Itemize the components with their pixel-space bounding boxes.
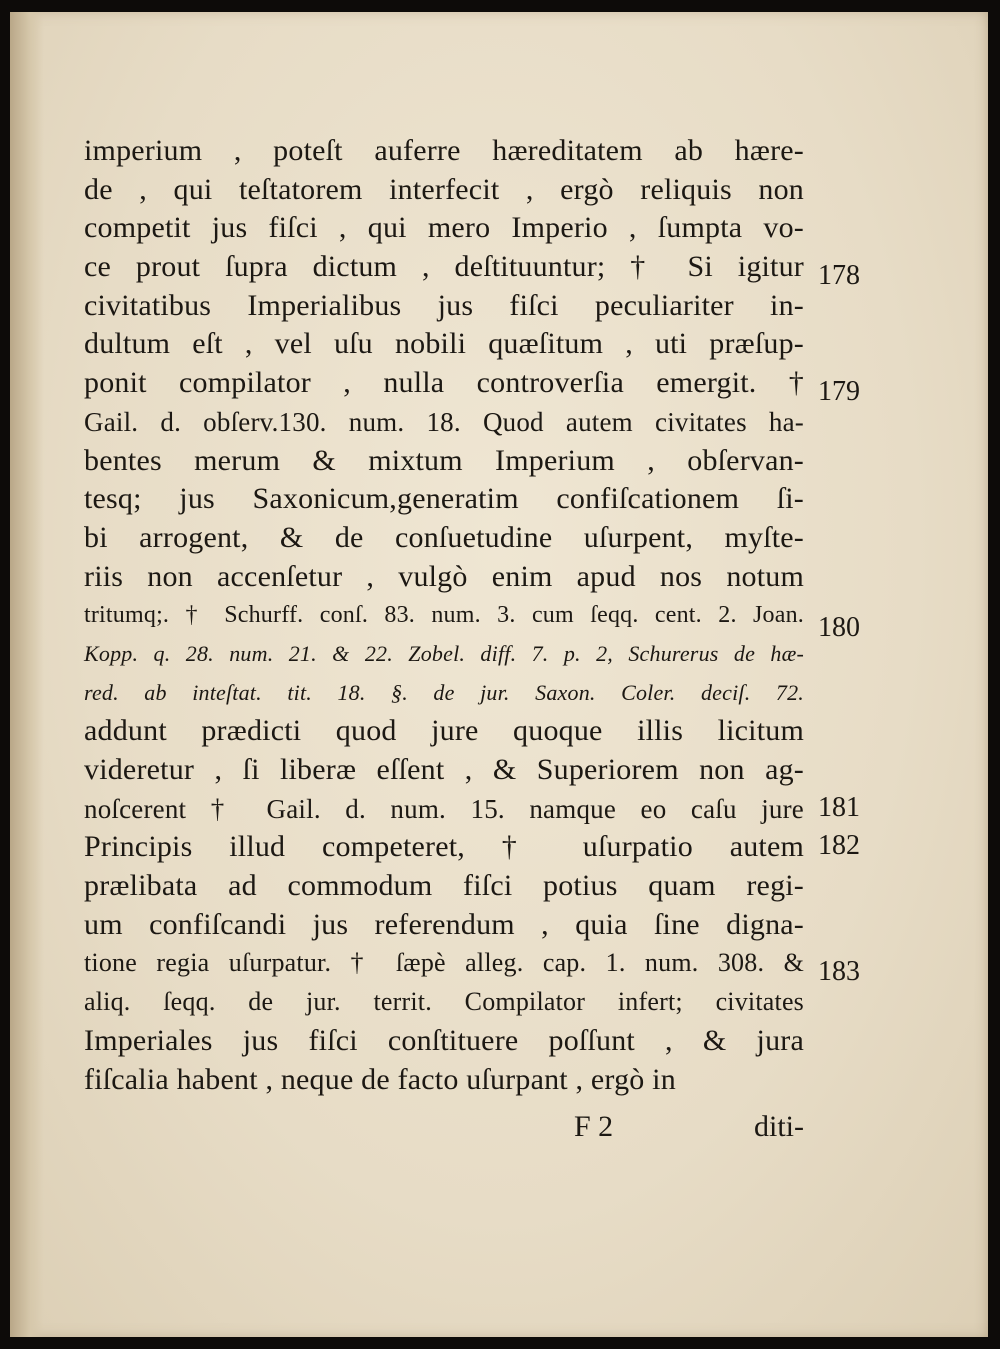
text-line: imperium , poteſt auferre hæreditatem ab hære- (84, 134, 804, 167)
text-line: tione regia uſurpatur. † ſæpè alleg. cap. 1. num. 308. & (84, 948, 804, 978)
text-line: noſcerent † Gail. d. num. 15. namque eo caſu jure (84, 793, 804, 824)
margin-number: 179 (818, 376, 860, 407)
text-line: ce prout ſupra dictum , deſtituuntur; † Si igitur (84, 250, 804, 284)
text-line: riis non accenſetur , vulgò enim apud nos notum (84, 559, 804, 593)
text-line: ponit compilator , nulla controverſia emergit. † (84, 366, 804, 400)
page-footer (84, 1110, 804, 1150)
text-line: competit jus fiſci , qui mero Imperio , ſumpta vo- (84, 211, 804, 245)
text-line: Gail. d. obſerv.130. num. 18. Quod autem civitates ha- (84, 406, 804, 437)
citation-line: Kopp. q. 28. num. 21. & 22. Zobel. diff. 7. p. 2, Schurerus de hæ- (84, 640, 804, 666)
signature-mark: F 2 (574, 1110, 614, 1143)
text-line: Principis illud competeret, † uſurpatio autem (84, 830, 804, 864)
text-line: dultum eſt , vel uſu nobili quæſitum , uti præſup- (84, 327, 804, 361)
margin-number: 178 (818, 260, 860, 291)
margin-number: 182 (818, 830, 860, 861)
catchword: diti- (754, 1110, 804, 1143)
text-line: bi arrogent, & de conſuetudine uſurpent, myſte- (84, 520, 804, 554)
margin-number: 180 (818, 612, 860, 643)
text-line: de , qui teſtatorem interfecit , ergò reliquis non (84, 172, 804, 206)
margin-number: 183 (818, 956, 860, 987)
text-line: tesq; jus Saxonicum,generatim confiſcationem ſi- (84, 482, 804, 516)
text-line: bentes merum & mixtum Imperium , obſervan- (84, 443, 804, 477)
text-line: um confiſcandi jus referendum , quia ſine digna- (84, 907, 804, 941)
margin-number: 181 (818, 792, 860, 823)
text-line: addunt prædicti quod jure quoque illis licitum (84, 714, 804, 748)
citation-line: red. ab inteſtat. tit. 18. §. de jur. Saxon. Coler. deciſ. 72. (84, 679, 804, 705)
body-text (84, 132, 804, 1099)
page-gutter (10, 12, 44, 1337)
text-line: tritumq;. † Schurff. conſ. 83. num. 3. cum ſeqq. cent. 2. Joan. (84, 602, 804, 629)
text-line: prælibata ad commodum fiſci potius quam regi- (84, 869, 804, 903)
text-line: Imperiales jus fiſci conſtituere poſſunt , & jura (84, 1023, 804, 1057)
text-line: videretur , ſi liberæ eſſent , & Superiorem non ag- (84, 753, 804, 786)
text-line: fiſcalia habent , neque de facto uſurpant , ergò in (84, 1062, 676, 1096)
text-line: civitatibus Imperialibus jus fiſci peculiariter in- (84, 288, 804, 322)
text-line: aliq. ſeqq. de jur. territ. Compilator infert; civitates (84, 987, 804, 1017)
book-page (10, 12, 988, 1337)
